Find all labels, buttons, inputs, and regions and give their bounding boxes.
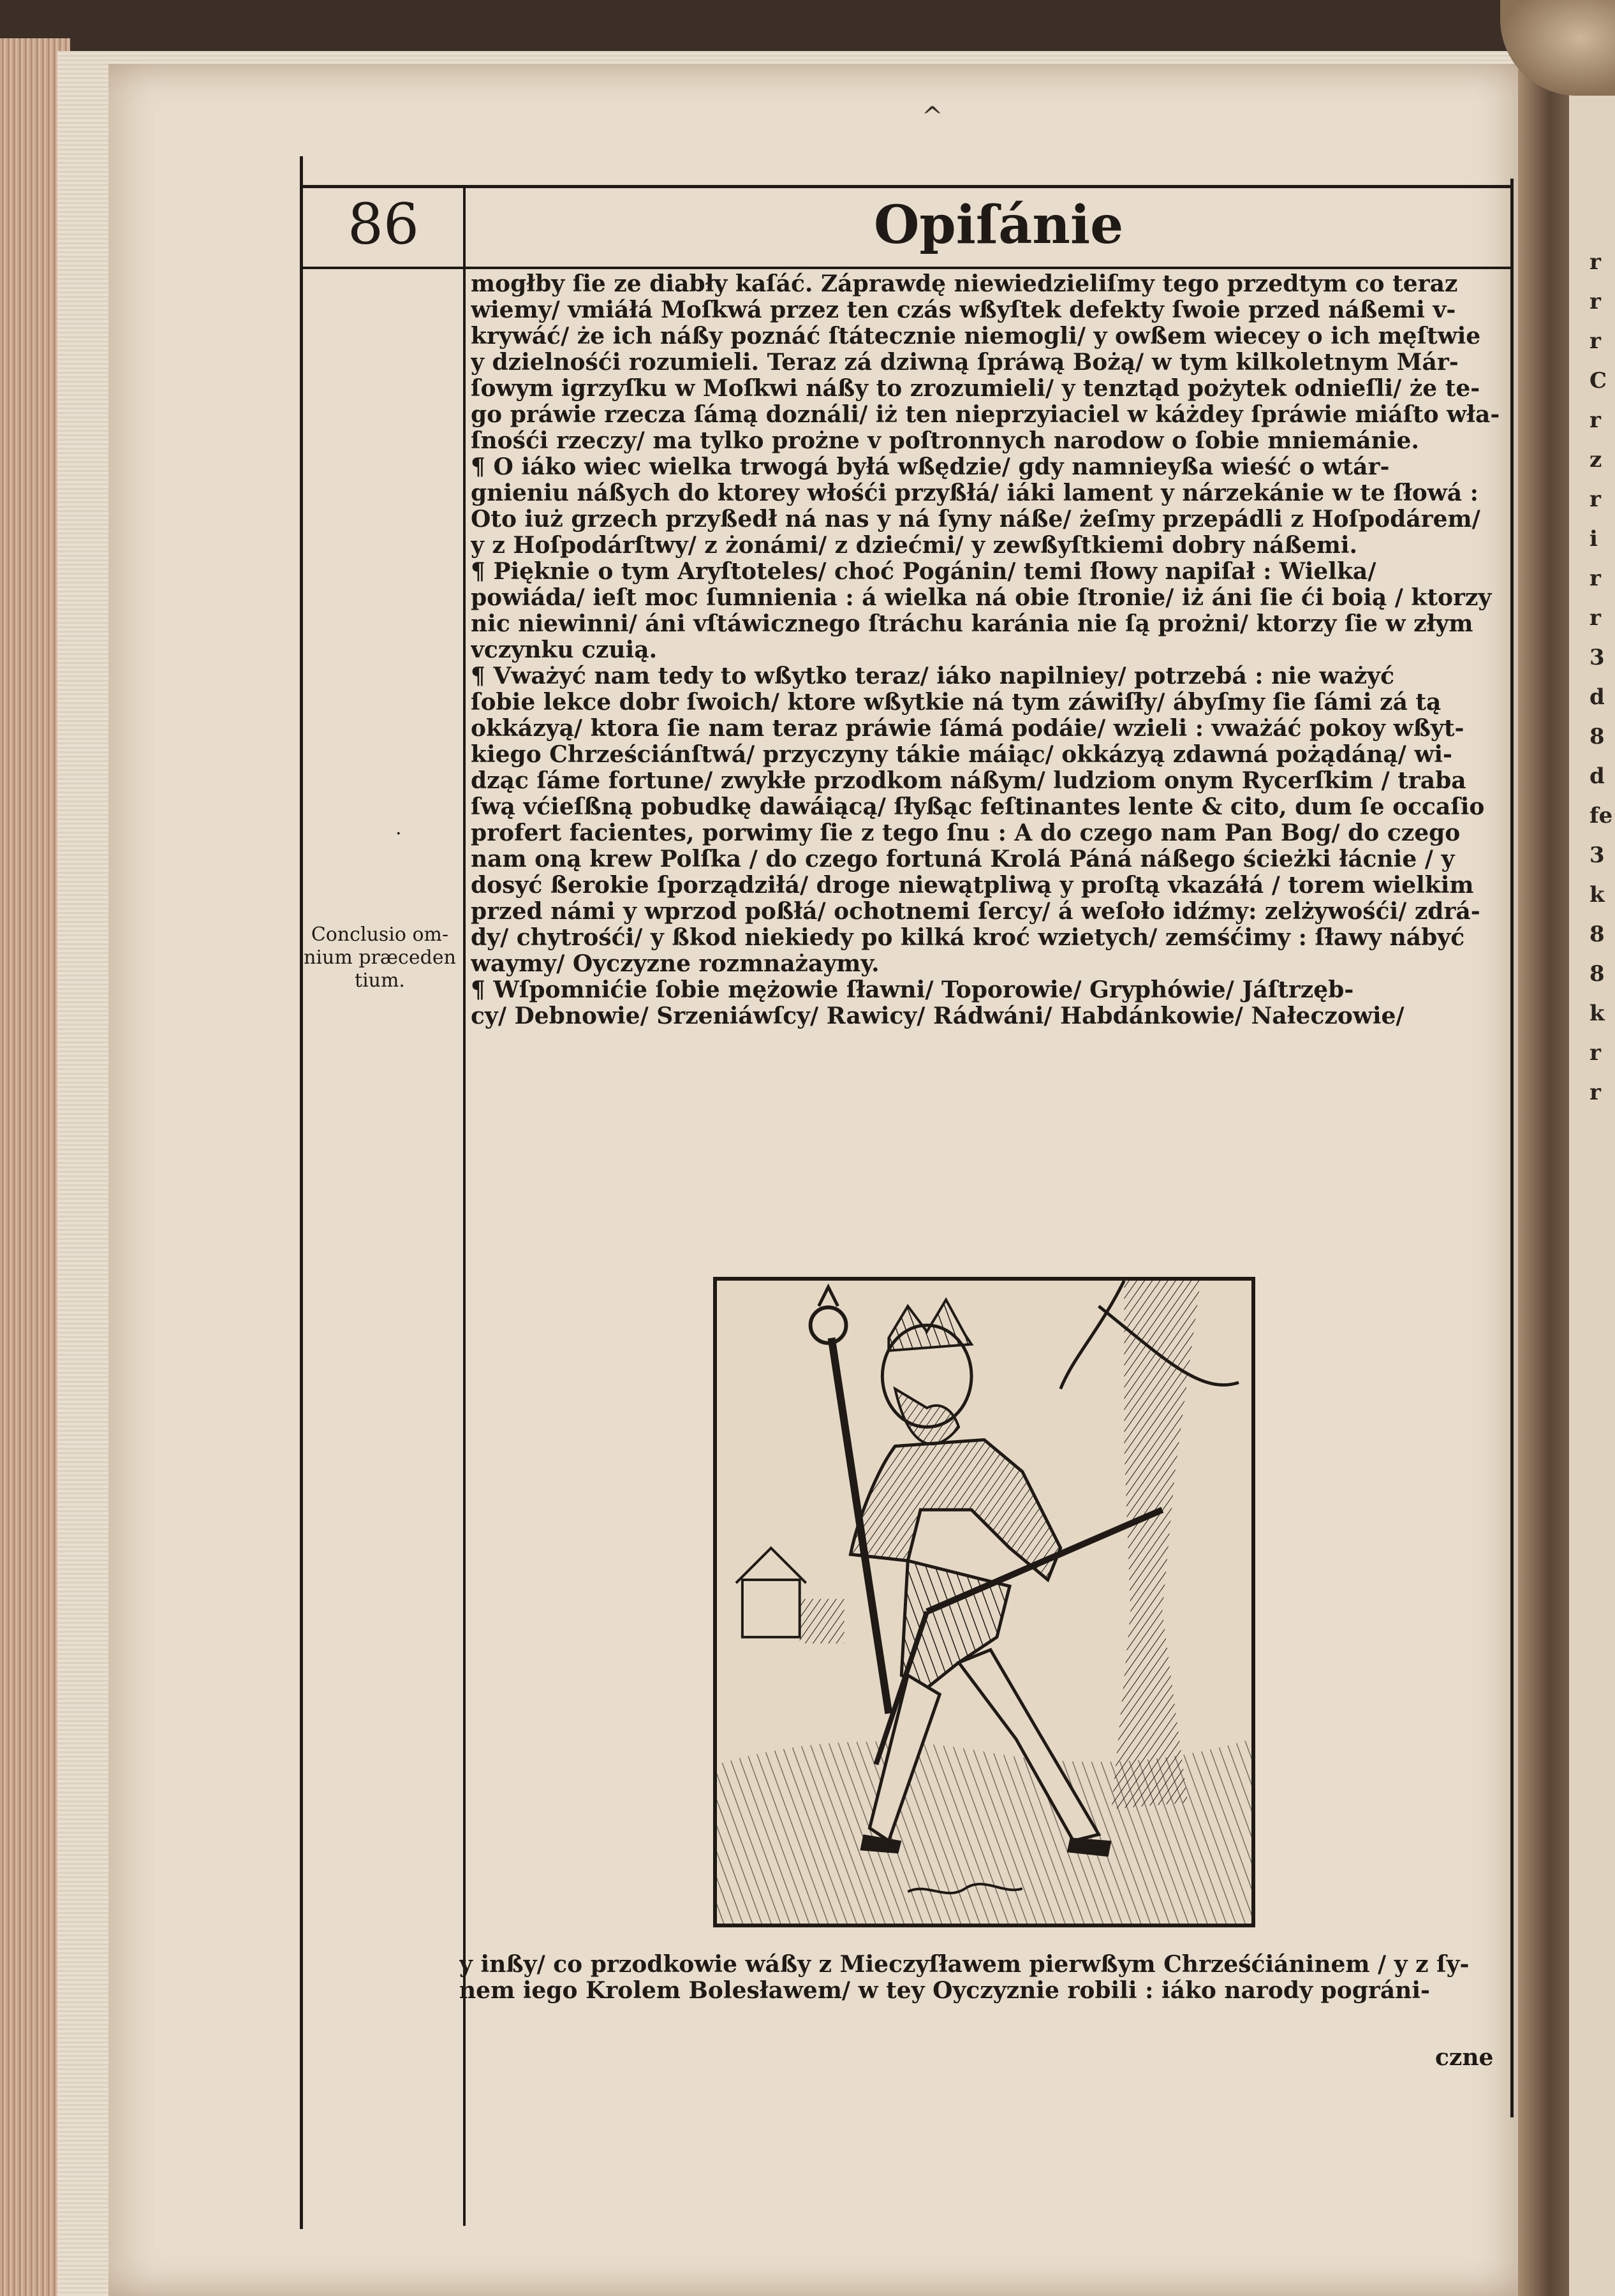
text-line: powiáda/ ieſt moc ſumnienia : á wielka ná obie ſtronie/ iż áni ſie ći boią / ktorzy bbox=[471, 585, 1492, 611]
fragment-char: r bbox=[1589, 249, 1601, 275]
fragment-char: 8 bbox=[1589, 922, 1605, 947]
frame-rule-right bbox=[1510, 179, 1514, 2117]
fragment-char: k bbox=[1589, 882, 1605, 908]
text-line: go práwie rzecza ſámą doználi/ iż ten nieprzyiaciel w káżdey ſpráwie miáſto wła- bbox=[471, 402, 1500, 428]
frame-rule-top bbox=[300, 185, 1512, 188]
text-line: wiemy/ vmiáłá Moſkwá przez ten czás wßyſtek defekty ſwoie przed náßemi v- bbox=[471, 297, 1456, 323]
fragment-char: i bbox=[1589, 526, 1598, 552]
page-number: 86 bbox=[348, 191, 419, 257]
marginal-note-line: tium. bbox=[355, 969, 405, 992]
text-line: ¶ Pięknie o tym Aryſtoteles/ choć Pogánin/ temi ſłowy napiſał : Wielka/ bbox=[471, 559, 1376, 585]
marginal-note-line: nium præceden bbox=[304, 946, 456, 969]
fragment-char: k bbox=[1589, 1001, 1605, 1026]
text-line: cy/ Debnowie/ Srzeniáwſcy/ Rawicy/ Rádwáni/ Habdánkowie/ Nałeczowie/ bbox=[471, 1003, 1405, 1029]
text-line: przed námi y wprzod poßłá/ ochotnemi ſercy/ á weſoło idźmy: zelżywośći/ zdrá- bbox=[471, 899, 1480, 925]
fragment-char: r bbox=[1589, 1080, 1601, 1105]
body-text bbox=[471, 271, 1510, 1029]
body-text-continued bbox=[459, 1952, 1518, 2004]
fragment-char: r bbox=[1589, 328, 1601, 354]
running-title: Opiſánie bbox=[874, 195, 1124, 256]
header-mark: ^ bbox=[922, 102, 943, 131]
frame-rule-header bbox=[300, 267, 1512, 269]
text-line: Oto iuż grzech przyßedł ná nas y ná ſyny náße/ żeſmy przepádli z Hoſpodárem/ bbox=[471, 506, 1480, 533]
facing-page-text-fragment bbox=[1589, 242, 1615, 1112]
fragment-char: 3 bbox=[1589, 645, 1605, 670]
text-line: ſwą vćieſßną pobudkę dawáiącą/ ſłyßąc feſtinantes lente & cito, dum ſe occaſio bbox=[471, 794, 1485, 820]
text-line: mogłby ſie ze diabły kaſáć. Záprawdę niewiedzieliſmy tego przedtym co teraz bbox=[471, 271, 1458, 297]
text-line: ¶ Wſpomnićie ſobie mężowie ſławni/ Toporowie/ Gryphówie/ Jáſtrzęb- bbox=[471, 977, 1354, 1003]
text-line: profert facientes, porwimy ſie z tego ſnu : A do czego nam Pan Bog/ do czego bbox=[471, 820, 1461, 846]
woodcut-knight-figure bbox=[717, 1281, 1251, 1924]
marginal-note-line: Conclusio om- bbox=[311, 924, 449, 946]
fragment-char: 8 bbox=[1589, 961, 1605, 987]
fragment-char: 3 bbox=[1589, 843, 1605, 868]
fragment-char: d bbox=[1589, 684, 1605, 710]
marginal-mark: · bbox=[395, 823, 402, 845]
fragment-char: r bbox=[1589, 289, 1601, 314]
text-line: nem iego Krolem Bolesławem/ w tey Oyczyznie robili : iáko narody pográni- bbox=[459, 1978, 1430, 2004]
text-line: ¶ Vważyć nam tedy to wßytko teraz/ iáko napilniey/ potrzebá : nie ważyć bbox=[471, 663, 1395, 689]
text-line: gnieniu náßych do ktorey włośći przyßłá/ iáki lament y nárzekánie w te ſłowá : bbox=[471, 480, 1479, 506]
text-line: dy/ chytrośći/ y ßkod niekiedy po kilká kroć wzietych/ zemśćimy : ſławy nábyć bbox=[471, 925, 1465, 951]
fragment-char: d bbox=[1589, 763, 1605, 789]
fragment-char: r bbox=[1589, 408, 1601, 433]
text-line: ſnośći rzeczy/ ma tylko prożne v poſtronnych narodow o ſobie mniemánie. bbox=[471, 428, 1419, 454]
text-line: y dzielnośći rozumieli. Teraz zá dziwną ſpráwą Bożą/ w tym kilkoletnym Már- bbox=[471, 350, 1459, 376]
fragment-char: r bbox=[1589, 487, 1601, 512]
text-line: krywáć/ że ich náßy poznáć ſtátecznie niemogli/ y owßem wiecey o ich męſtwie bbox=[471, 323, 1481, 350]
text-line: ſowym igrzyſku w Moſkwi náßy to zrozumieli/ y tenztąd pożytek odnieſli/ że te- bbox=[471, 376, 1480, 402]
text-line: okkázyą/ ktora ſie nam teraz práwie ſámá podáie/ wzieli : vważáć pokoy wßyt- bbox=[471, 716, 1464, 742]
text-line: nic niewinni/ áni vſtáwicznego ſtráchu karánia nie ſą prożni/ ktorzy ſie w złym bbox=[471, 611, 1473, 637]
text-line: y inßy/ co przodkowie wáßy z Mieczyſławem pierwßym Chrześćiáninem / y z ſy- bbox=[459, 1952, 1470, 1978]
text-line: dząc ſáme fortune/ zwykłe przodkom náßym/ ludziom onym Rycerſkim / traba bbox=[471, 768, 1466, 794]
text-line: waymy/ Oyczyzne rozmnażaymy. bbox=[471, 951, 880, 977]
text-line: dosyć ßerokie ſporządziłá/ droge niewątpliwą y proſtą vkazáłá / torem wielkim bbox=[471, 872, 1474, 899]
fragment-char: r bbox=[1589, 605, 1601, 631]
fragment-char: fe bbox=[1589, 803, 1613, 828]
text-line: nam oną krew Polſka / do czego fortuná Krolá Páná náßego ścieżki łácnie / y bbox=[471, 846, 1455, 872]
fragment-char: r bbox=[1589, 1040, 1601, 1066]
text-line: y z Hoſpodárſtwy/ z żonámi/ z dziećmi/ y zewßyſtkiemi dobry náßemi. bbox=[471, 533, 1358, 559]
fragment-char: r bbox=[1589, 566, 1601, 591]
fragment-char: z bbox=[1589, 447, 1602, 473]
text-line: ſobie lekce dobr ſwoich/ ktore wßytkie ná tym záwiſły/ ábyſmy ſie ſámi zá tą bbox=[471, 689, 1442, 716]
marginal-note bbox=[299, 924, 461, 992]
frame-rule-gutter bbox=[463, 185, 466, 2226]
fragment-char: C bbox=[1589, 368, 1607, 394]
fragment-char: 8 bbox=[1589, 724, 1605, 749]
frame-rule-left-outer bbox=[300, 156, 303, 2229]
text-line: ¶ O iáko wiec wielka trwogá byłá wßędzie/ gdy namnieyßa wieść o wtár- bbox=[471, 454, 1390, 480]
text-line: kiego Chrześciánſtwá/ przyczyny tákie máiąc/ okkázyą zdawná pożądáną/ wi- bbox=[471, 742, 1452, 768]
woodcut-illustration bbox=[713, 1277, 1255, 1927]
text-line: vczynku czuią. bbox=[471, 637, 658, 663]
catchword: czne bbox=[1435, 2044, 1494, 2071]
